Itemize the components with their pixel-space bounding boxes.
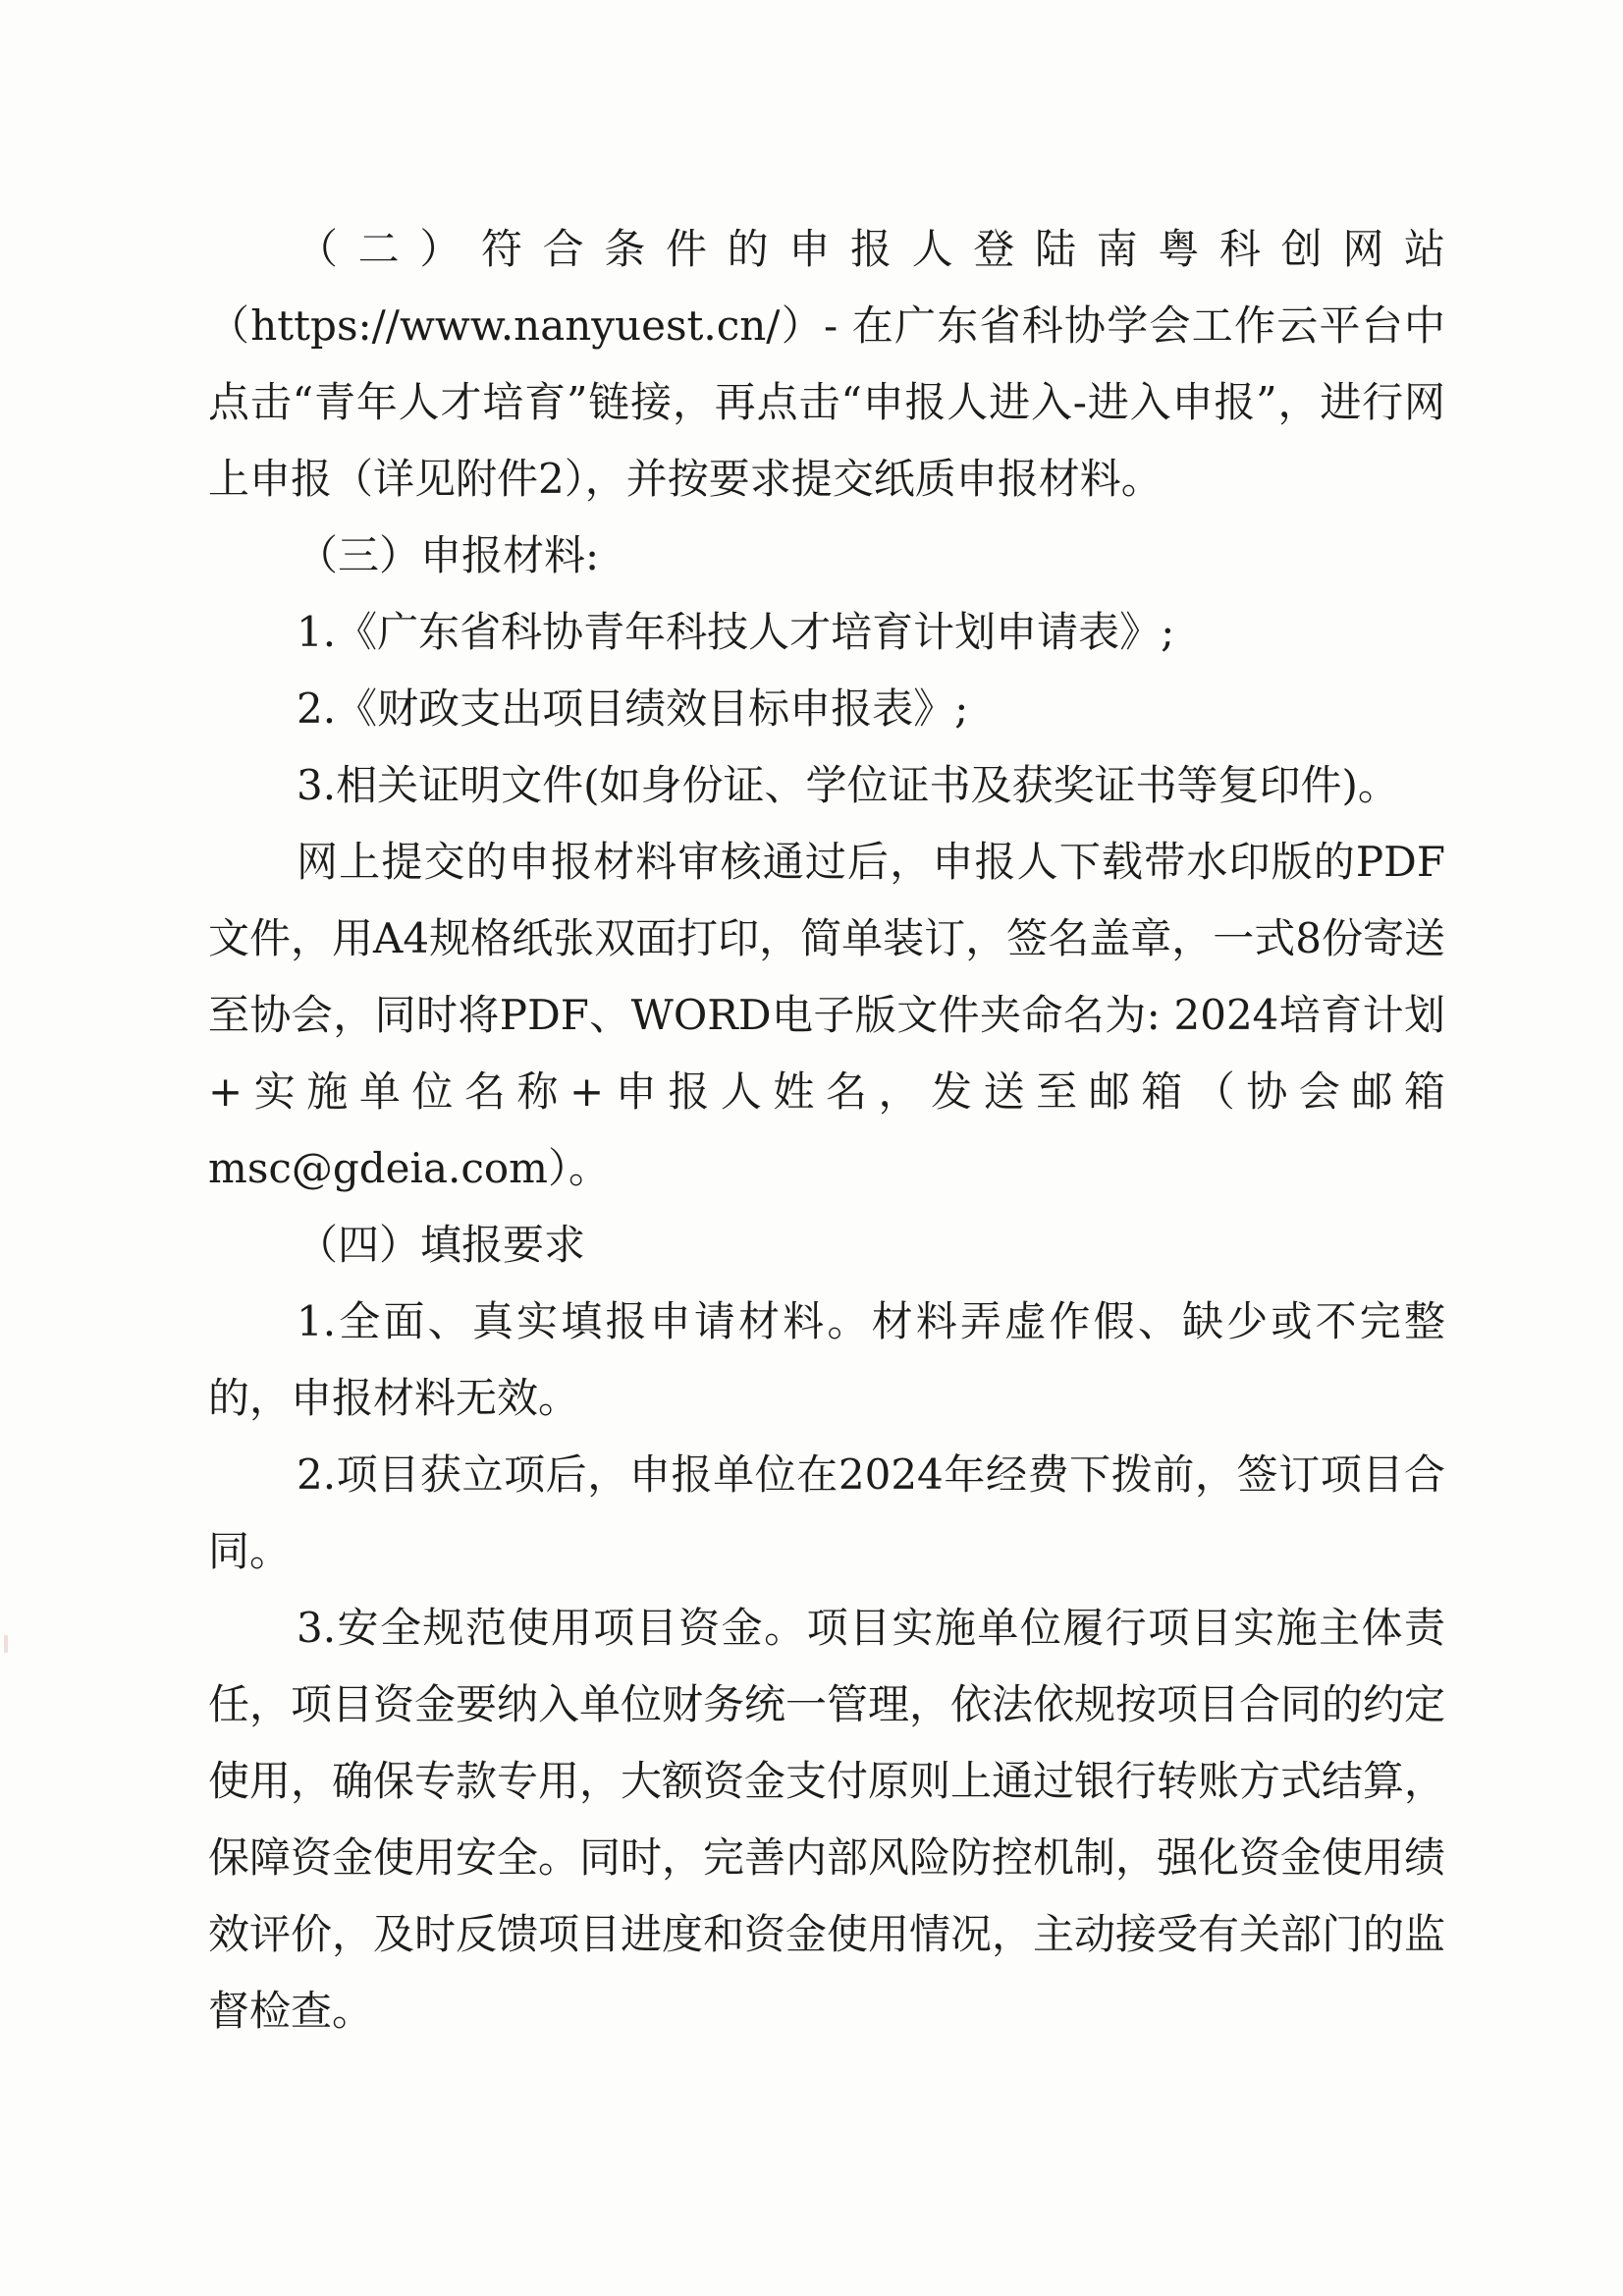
requirement-item-truthful: 1.全面、真实填报申请材料。材料弄虚作假、缺少或不完整的，申报材料无效。 xyxy=(208,1297,1445,1422)
paragraph-submission: 网上提交的申报材料审核通过后，申报人下载带水印版的PDF文件，用A4规格纸张双面打印，简单装订，签名盖章，一式8份寄送至协会，同时将PDF、WORD电子版文件夹命名为: 2024培育计划+实施单位名称+申报人姓名，发送至邮箱（协会邮箱msc@gdeia.com）。 xyxy=(208,838,1445,1192)
document-body xyxy=(208,211,1445,2050)
scan-edge-mark xyxy=(4,1635,8,1653)
paragraph-application-steps: （二）符合条件的申报人登陆南粤科创网站（https://www.nanyuest.cn/）- 在广东省科协学会工作云平台中点击“青年人才培育”链接，再点击“申报人进入-进入申报”，进行网上申报（详见附件2），并按要求提交纸质申报材料。 xyxy=(208,225,1445,503)
section-heading-requirements: （四）填报要求 xyxy=(297,1221,586,1269)
section-heading-materials: （三）申报材料: xyxy=(297,531,600,579)
requirement-item-funds: 3.安全规范使用项目资金。项目实施单位履行项目实施主体责任，项目资金要纳入单位财务统一管理，依法依规按项目合同的约定使用，确保专款专用，大额资金支付原则上通过银行转账方式结算，保障资金使用安全。同时，完善内部风险防控机制，强化资金使用绩效评价，及时反馈项目进度和资金使用情况，主动接受有关部门的监督检查。 xyxy=(208,1604,1446,2035)
requirement-item-contract: 2.项目获立项后，申报单位在2024年经费下拨前，签订项目合同。 xyxy=(208,1450,1445,1575)
list-item-performance-form: 2.《财政支出项目绩效目标申报表》; xyxy=(297,684,969,733)
list-item-application-form: 1.《广东省科协青年科技人才培育计划申请表》; xyxy=(297,608,1175,656)
list-item-certificates: 3.相关证明文件(如身份证、学位证书及获奖证书等复印件)。 xyxy=(297,761,1399,809)
